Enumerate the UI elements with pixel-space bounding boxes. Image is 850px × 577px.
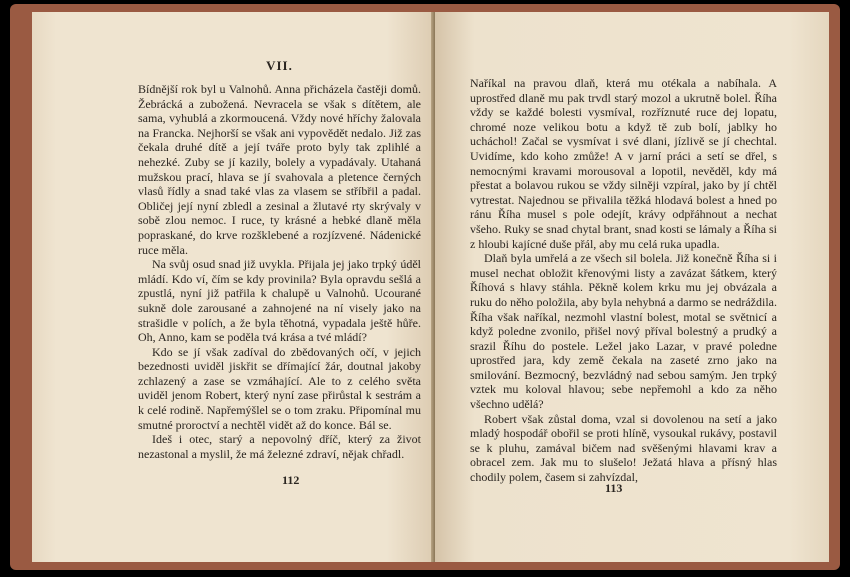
left-page (32, 12, 435, 562)
paragraph: Dlaň byla umřelá a ze všech sil bolela. Již konečně Říha si i musel nechat obložit křenovými listy a zavázat šátkem, který Říhová s hlavy stáhla. Pěkně kolem krku mu jej obvázala a ruku do něho položila, aby byla nehybná a darmo se nedráždila. Říha však naříkal, nezmohl vlastní bolest, motal se světnicí a když poledne zvonilo, přišel nový příval bolestný a prudký a srazil Říhu do postele. Ležel jako Lazar, v pravé poledne uprostřed jara, kdy země čekala na zaseté zrno jako na smilování. Bezmocný, bezvládný nad sebou samým. Jen trpký vztek mu koloval hlavou; sebe nepřemohl a kdo za něho všechno udělá? (470, 251, 777, 412)
paragraph: Robert však zůstal doma, vzal si dovolenou na setí a jako mladý hospodář obořil se proti hlíně, vysoukal rukávy, postavil se k pluhu, zamával bičem nad svěšenými hlavami krav a obracel zem. Jak mu to slušelo! Ježatá hlava a přísný hlas chodily polem, časem si zahvízdal, (470, 411, 777, 485)
open-book (10, 4, 840, 570)
paragraph: Ideš i otec, starý a nepovolný dříč, který za život nezastonal a myslil, že má železné zdraví, nějak chřadl. (138, 432, 421, 461)
paragraph: Na svůj osud snad již uvykla. Přijala jej jako trpký úděl mládí. Kdo ví, čím se kdy provinila? Byla opravdu sešlá a zpustlá, nyní již patřila k chalupě u Valnohů. Ucourané sukně dole zarousané a zahnojené na ní visely jako na strašidle v polích, a že byla těhotná, vypadala ještě hůře. Oh, Anno, kam se poděla tvá krása a tvé mládí? (138, 257, 421, 345)
chapter-heading: VII. (266, 58, 293, 73)
right-page-text (470, 76, 777, 485)
page-number: 113 (605, 481, 623, 495)
paragraph: Naříkal na pravou dlaň, která mu otékala a nabíhala. A uprostřed dlaně mu pak trvdl starý mozol a ukrutně bolel. Říha vždy se každé bolesti vysmíval, rozříznuté ruce dej lopatu, chromé noze velikou botu a když tě zub bolí, jablky ho ucháchol! Začal se vysmívat i své dlani, jízlivě se jí chechtal. Uvidíme, kdo koho zmůže! A v jarní práci a setí se dřel, s nemocnými kravami morousoval a lopotil, nevěděl, kdy má přestat a bolavou rukou se vždy silněji vzpíral, jako by jí chtěl vytrestat. Najednou se přivalila těžká hlodavá bolest a hned po ránu Říha musel s pole odejít, krávy odpřáhnout a nechat všeho. Ruky se snad chytal brant, snad kosti se lámaly a Říha si z hloubi kajícné duše přál, aby mu celá ruka upadla. (470, 76, 777, 251)
page-number: 112 (282, 473, 300, 487)
right-page (435, 12, 829, 562)
paragraph: Bídnější rok byl u Valnohů. Anna přicházela častěji domů. Žebrácká a zubožená. Nevracela se však s dítětem, ale sama, vyhublá a zkormoucená. Vždy nové hříchy žalovala na Francka. Nejhorší se však ani vypovědět nedalo. Již zas čekala druhé dítě a její tváře proto byly tak zplihlé a nehezké. Zuby se jí kazily, bolely a vypadávaly. Utahaná mužskou prací, hlava se jí svahovala a pletence černých vlasů řídly a snad také vlas za vlasem se stříbřil a padal. Obličej její nyní zbledl a zesinal a žlutavé rty skrývaly v sobě zlou nemoc. I ruce, ty krásné a hebké dlaně měla popraskané, do krve rozšklebené a rozjízvené. Nádenické ruce měla. (138, 82, 421, 257)
left-page-text (138, 82, 421, 461)
paragraph: Kdo se jí však zadíval do zbědovaných očí, v jejich bezednosti uviděl jiskřit se dřímající žár, doutnal jakoby zchlazený a zase se vzmáhající. Ale to z celého světa uviděl jenom Robert, který nyní zase přirůstal k sestrám a k celé rodině. Napřemýšlel se o tom zraku. Připomínal mu smutné proroctví a nechtěl vidět až do konce. Bál se. (138, 344, 421, 432)
